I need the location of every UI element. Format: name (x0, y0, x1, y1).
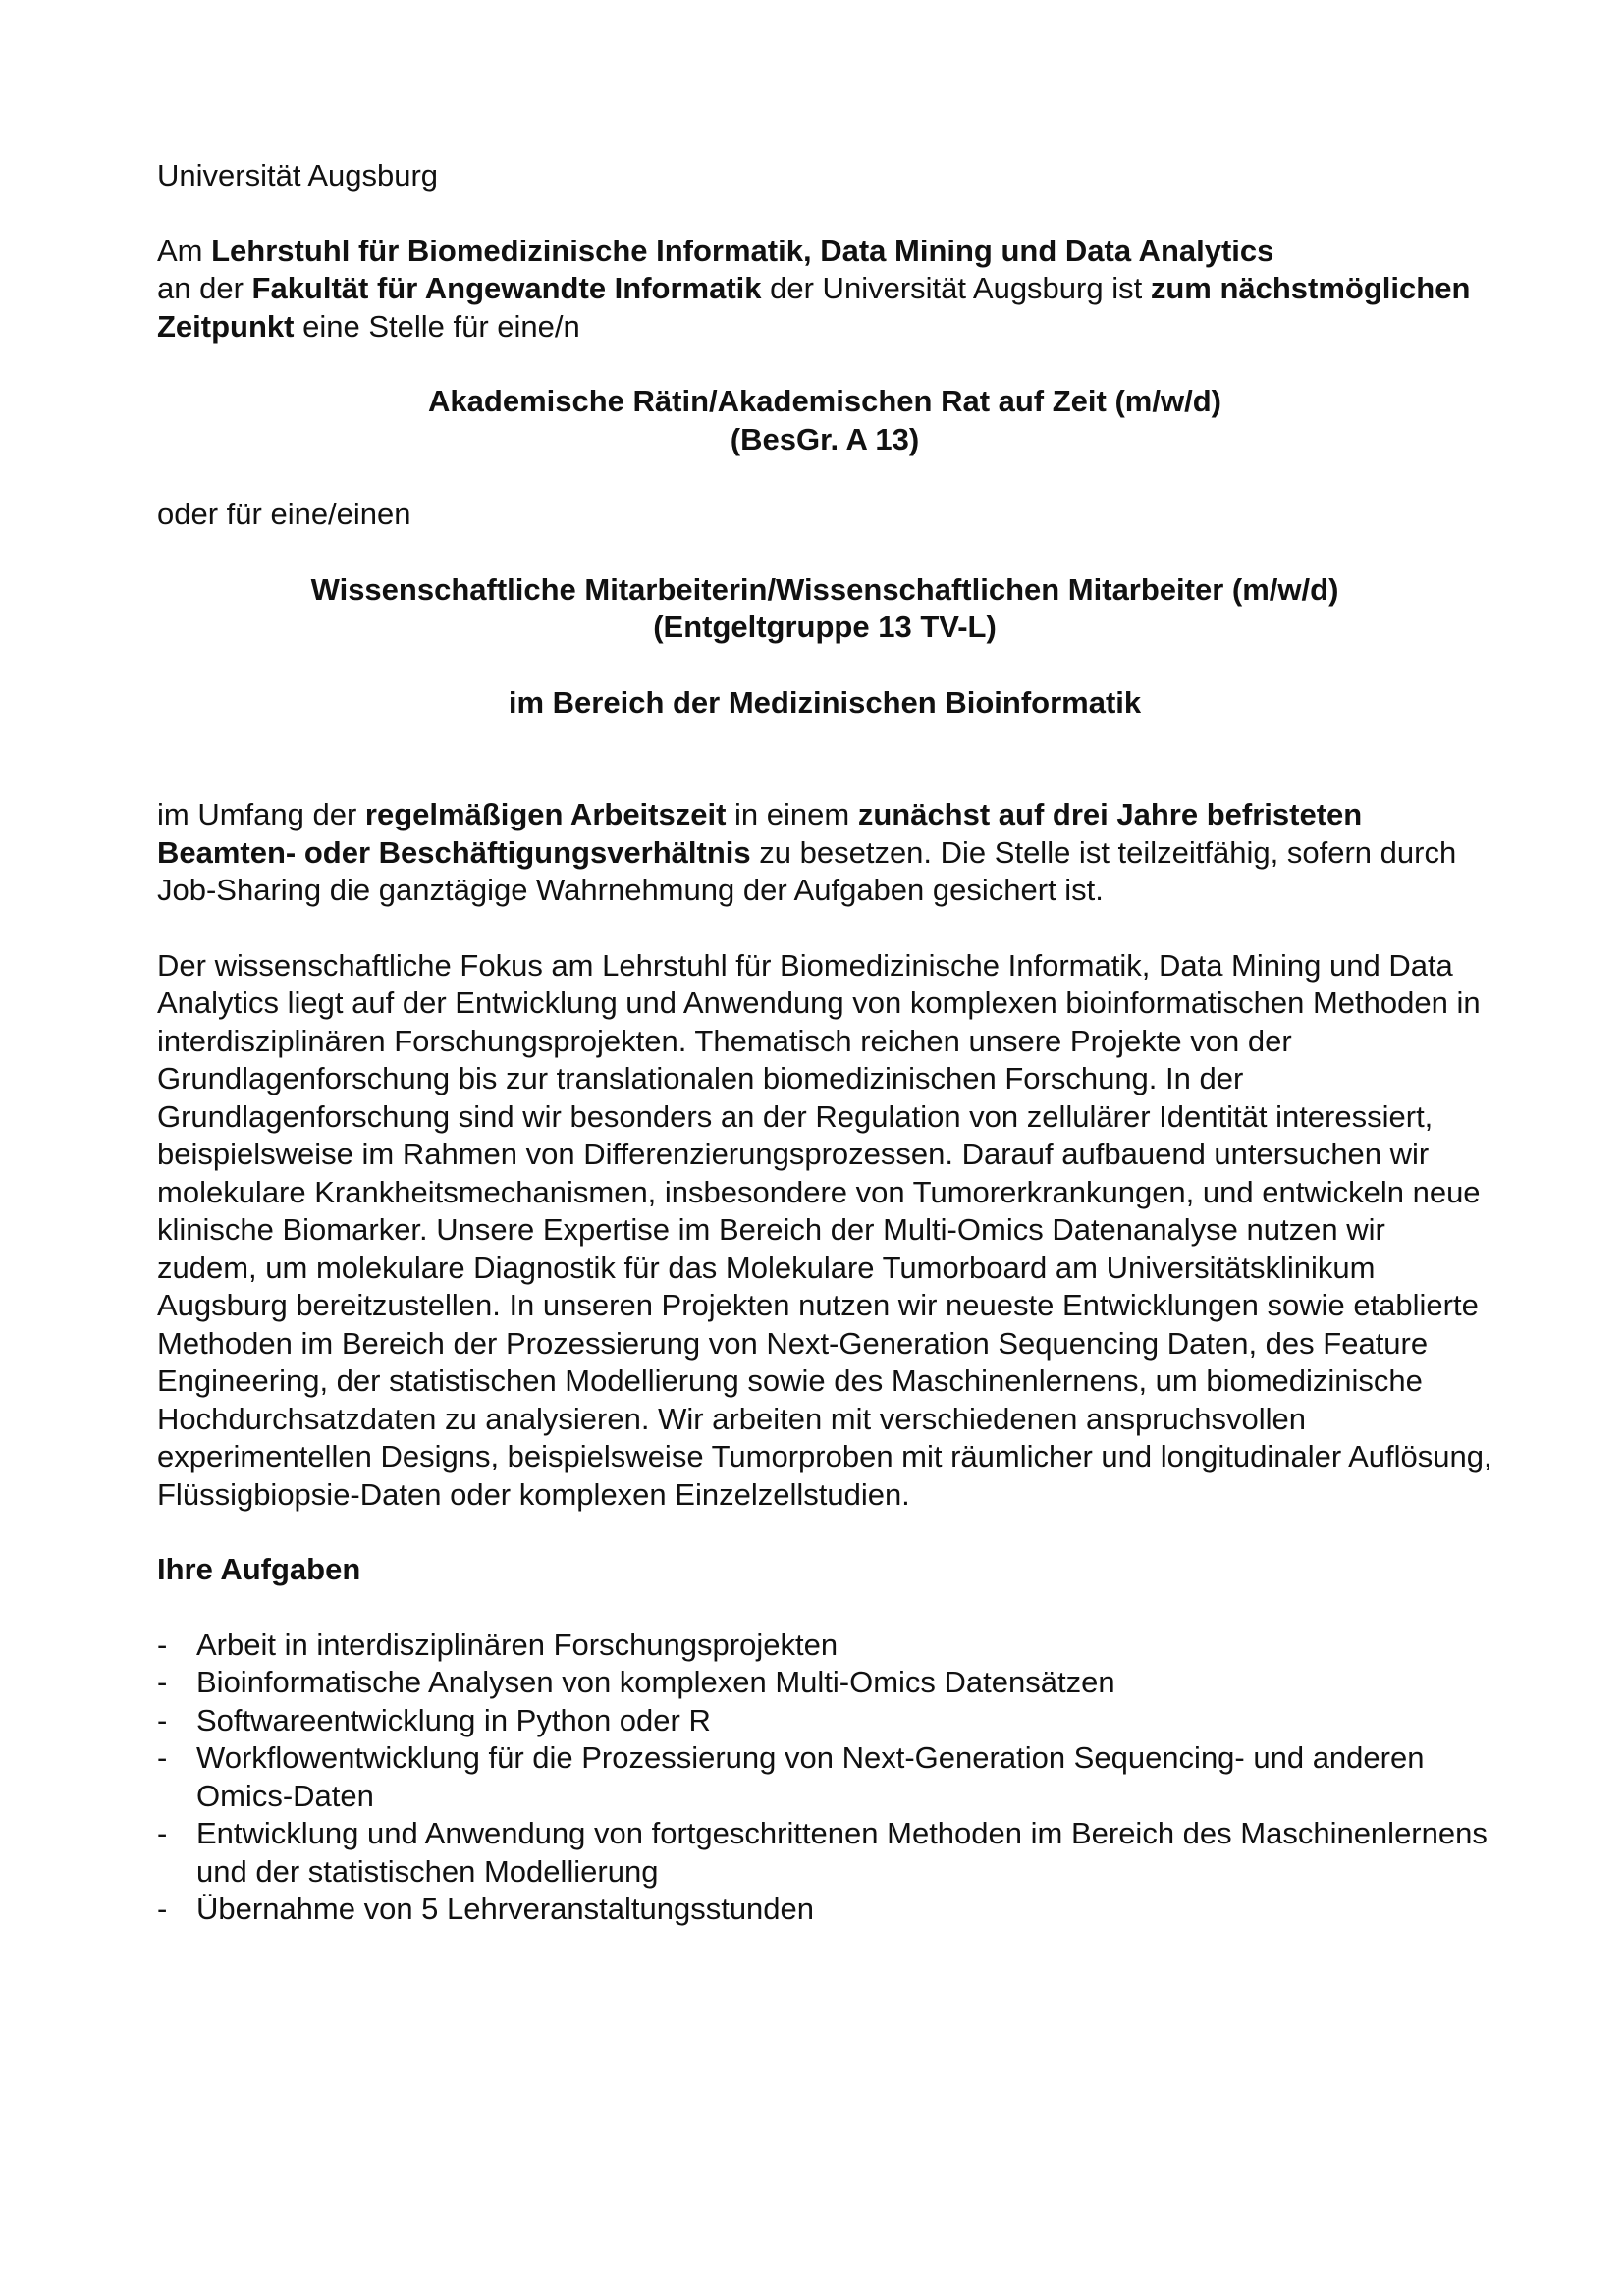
intro-text-1: Am (157, 233, 212, 268)
intro-chair-name: Lehrstuhl für Biomedizinische Informatik, Data Mining und Data Analytics (211, 233, 1274, 268)
intro-text-3: der Universität Augsburg ist (761, 271, 1151, 305)
intro-faculty-name: Fakultät für Angewandte Informatik (251, 271, 762, 305)
intro-paragraph (157, 233, 1492, 347)
intro-text-4: eine Stelle für eine/n (294, 308, 580, 344)
position-title-1-line1: Akademische Rätin/Akademischen Rat auf Zeit (m/w/d) (428, 384, 1221, 418)
task-text: Entwicklung und Anwendung von fortgeschrittenen Methoden im Bereich des Maschinenlernens und der statistischen Modellierung (196, 1816, 1488, 1889)
task-text: Arbeit in interdisziplinären Forschungsprojekten (196, 1627, 839, 1662)
field-title-text: im Bereich der Medizinischen Bioinformatik (508, 684, 1142, 720)
scope-text-3: zu besetzen. Die Stelle ist teilzeitfähig, sofern durch Job-Sharing die ganztägige Wahrnehmung der Aufgaben gesichert ist. (157, 834, 1457, 907)
scope-text-2: in einem (726, 797, 858, 831)
tasks-list (157, 1627, 1492, 1929)
scope-contract-type: zunächst auf drei Jahre befristeten Beamten- oder Beschäftigungsverhältnis (157, 797, 1363, 870)
bullet-dash: - (157, 1816, 168, 1850)
list-item (157, 1739, 1492, 1815)
bullet-dash: - (157, 1627, 168, 1662)
bullet-dash: - (157, 1892, 168, 1926)
bullet-dash: - (157, 1665, 168, 1699)
list-item (157, 1664, 1492, 1702)
bullet-dash: - (157, 1702, 168, 1737)
university-name: Universität Augsburg (157, 158, 439, 192)
list-item (157, 1702, 1492, 1740)
field-title (157, 684, 1492, 722)
list-item (157, 1891, 1492, 1929)
focus-paragraph: Der wissenschaftliche Fokus am Lehrstuhl für Biomedizinische Informatik, Data Mining und Data Analytics liegt auf der Entwicklung und Anwendung von komplexen bioinformatischen Methoden in interdisziplinären Forschungsprojekten. Thematisch reichen unsere Projekte von der Grundlagenforschung bis zur translationalen biomedizinischen Forschung. In der Grundlagenforschung sind wir besonders an der Regulation von zellulärer Identität interessiert, beispielsweise im Rahmen von Differenzierungsprozessen. Darauf aufbauend untersuchen wir molekulare Krankheitsmechanismen, insbesondere von Tumorerkrankungen, und entwickeln neue klinische Biomarker. Unsere Expertise im Bereich der Multi-Omics Datenanalyse nutzen wir zudem, um molekulare Diagnostik für das Molekulare Tumorboard am Universitätsklinikum Augsburg bereitzustellen. In unseren Projekten nutzen wir neueste Entwicklungen sowie etablierte Methoden im Bereich der Prozessierung von Next-Generation Sequencing Daten, des Feature Engineering, der statistischen Modellierung sowie des Maschinenlernens, um biomedizinische Hochdurchsatzdaten zu analysieren. Wir arbeiten mit verschiedenen anspruchsvollen experimentellen Designs, beispielsweise Tumorproben mit räumlicher und longitudinaler Auflösung, Flüssigbiopsie-Daten oder komplexen Einzelzellstudien. (157, 947, 1492, 1512)
scope-text-1: im Umfang der (157, 797, 365, 831)
position-title-1 (157, 383, 1492, 458)
scope-working-time: regelmäßigen Arbeitszeit (364, 797, 727, 831)
position-title-2-line1: Wissenschaftliche Mitarbeiterin/Wissenschaftlichen Mitarbeiter (m/w/d) (310, 571, 1339, 607)
tasks-heading (157, 1551, 1492, 1589)
scope-paragraph (157, 796, 1492, 910)
position-title-2-line2: (Entgeltgruppe 13 TV-L) (653, 610, 997, 644)
task-text: Bioinformatische Analysen von komplexen Multi-Omics Datensätzen (196, 1665, 1115, 1699)
tasks-heading-text: Ihre Aufgaben (157, 1552, 361, 1586)
intro-start-date: zum nächstmöglichen Zeitpunkt (157, 271, 1471, 344)
alternative-text: oder für eine/einen (157, 497, 411, 531)
task-text: Übernahme von 5 Lehrveranstaltungsstunden (196, 1892, 815, 1926)
task-text: Softwareentwicklung in Python oder R (196, 1702, 711, 1737)
list-item (157, 1627, 1492, 1665)
position-title-2 (157, 571, 1492, 647)
bullet-dash: - (157, 1740, 168, 1775)
task-text: Workflowentwicklung für die Prozessierung von Next-Generation Sequencing- und anderen Omics-Daten (196, 1740, 1425, 1813)
position-title-1-line2: (BesGr. A 13) (730, 421, 920, 456)
intro-text-2: an der (157, 271, 252, 305)
list-item (157, 1815, 1492, 1891)
document-content (157, 157, 1492, 1929)
